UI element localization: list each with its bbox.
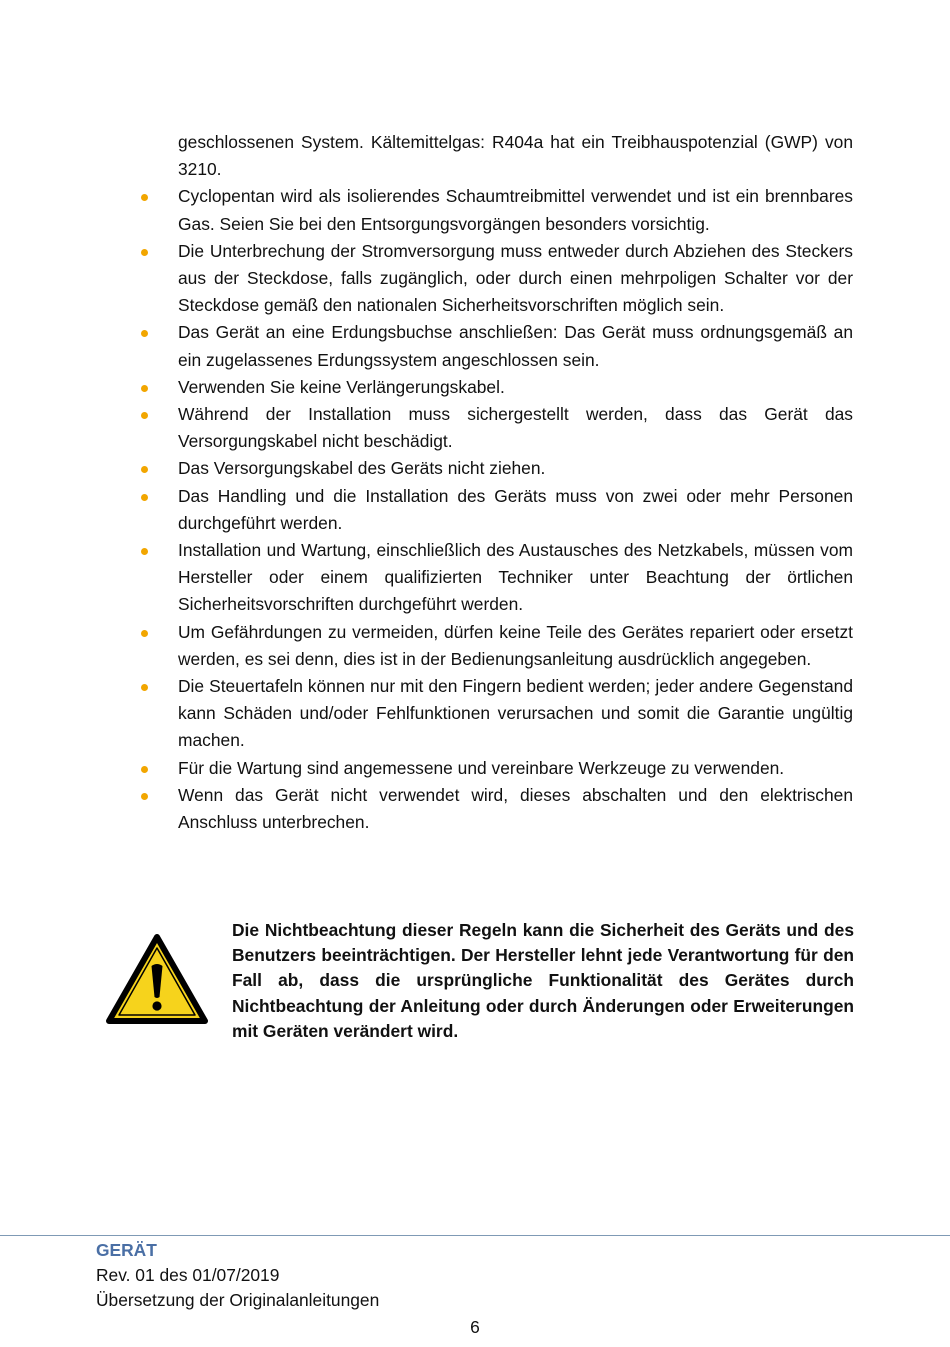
bullet-icon: [141, 684, 148, 691]
safety-bullet-list: [178, 183, 853, 836]
bullet-icon: [141, 249, 148, 256]
bullet-icon: [141, 194, 148, 201]
list-item-text: Für die Wartung sind angemessene und vereinbare Werkzeuge zu verwenden.: [178, 757, 785, 778]
document-body: [178, 129, 853, 836]
list-item-text: Um Gefährdungen zu vermeiden, dürfen keine Teile des Gerätes repariert oder ersetzt werden, es sei denn, dies ist in der Bedienungsanleitung ausdrücklich angegeben.: [178, 621, 853, 669]
list-item-text: Verwenden Sie keine Verlängerungskabel.: [178, 376, 505, 397]
page-number: 6: [470, 1317, 480, 1337]
warning-triangle-icon: [106, 934, 208, 1026]
list-item-text: Die Unterbrechung der Stromversorgung muss entweder durch Abziehen des Steckers aus der Steckdose, falls zugänglich, oder durch einen mehrpoligen Schalter vor der Steckdose gemäß den nationalen Sicherheitsvorschriften möglich sein.: [178, 240, 853, 316]
list-item: [178, 755, 853, 782]
footer-title: GERÄT: [96, 1240, 157, 1260]
list-item-text: Das Handling und die Installation des Geräts muss von zwei oder mehr Personen durchgeführt werden.: [178, 485, 853, 533]
list-item-text: Während der Installation muss sichergestellt werden, dass das Gerät das Versorgungskabel nicht beschädigt.: [178, 404, 853, 452]
list-item: [178, 782, 853, 836]
list-item-text: Installation und Wartung, einschließlich des Austausches des Netzkabels, müssen vom Hersteller oder einem qualifizierten Techniker unter Beachtung der örtlichen Sicherheitsvorschriften durchgeführt werden.: [178, 540, 853, 615]
list-item: [178, 401, 853, 455]
footer-revision: Rev. 01 des 01/07/2019: [96, 1265, 280, 1285]
intro-paragraph: geschlossenen System. Kältemittelgas: R404a hat ein Treibhauspotenzial (GWP) von 3210.: [178, 132, 853, 180]
bullet-icon: [141, 330, 148, 337]
list-item-text: Die Steuertafeln können nur mit den Fingern bedient werden; jeder andere Gegenstand kann Schäden und/oder Fehlfunktionen verursachen und somit die Garantie ungültig machen.: [178, 676, 853, 751]
list-item: [178, 238, 853, 320]
page-footer: [96, 1238, 379, 1313]
footer-translation-note: Übersetzung der Originalanleitungen: [96, 1290, 380, 1310]
list-item: [178, 537, 853, 619]
list-item: [178, 319, 853, 373]
list-item: [178, 183, 853, 237]
list-item-text: Das Gerät an eine Erdungsbuchse anschließen: Das Gerät muss ordnungsgemäß an ein zugelassenes Erdungssystem angeschlossen sein.: [178, 322, 853, 370]
list-item: [178, 374, 853, 401]
list-item: [178, 619, 853, 673]
list-item: [178, 483, 853, 537]
bullet-icon: [141, 385, 148, 392]
bullet-icon: [141, 548, 148, 555]
warning-text: Die Nichtbeachtung dieser Regeln kann die Sicherheit des Geräts und des Benutzers beeinträchtigen. Der Hersteller lehnt jede Verantwortung für den Fall ab, dass die ursprüngliche Funktionalität des Gerätes durch Nichtbeachtung der Anleitung oder durch Änderungen oder Erweiterungen mit Geräten verändert wird.: [232, 920, 854, 1041]
bullet-icon: [141, 630, 148, 637]
warning-box: [106, 918, 854, 1048]
list-item-text: Cyclopentan wird als isolierendes Schaumtreibmittel verwendet und ist ein brennbares Gas. Seien Sie bei den Entsorgungsvorgängen besonders vorsichtig.: [178, 186, 853, 234]
list-item: [178, 455, 853, 482]
list-item-text: Das Versorgungskabel des Geräts nicht ziehen.: [178, 458, 546, 479]
bullet-icon: [141, 466, 148, 473]
bullet-icon: [141, 494, 148, 501]
list-item-text: Wenn das Gerät nicht verwendet wird, dieses abschalten und den elektrischen Anschluss unterbrechen.: [178, 784, 853, 833]
bullet-icon: [141, 793, 148, 800]
bullet-icon: [141, 766, 148, 773]
bullet-icon: [141, 412, 148, 419]
list-item: [178, 673, 853, 755]
footer-divider: [0, 1235, 950, 1236]
